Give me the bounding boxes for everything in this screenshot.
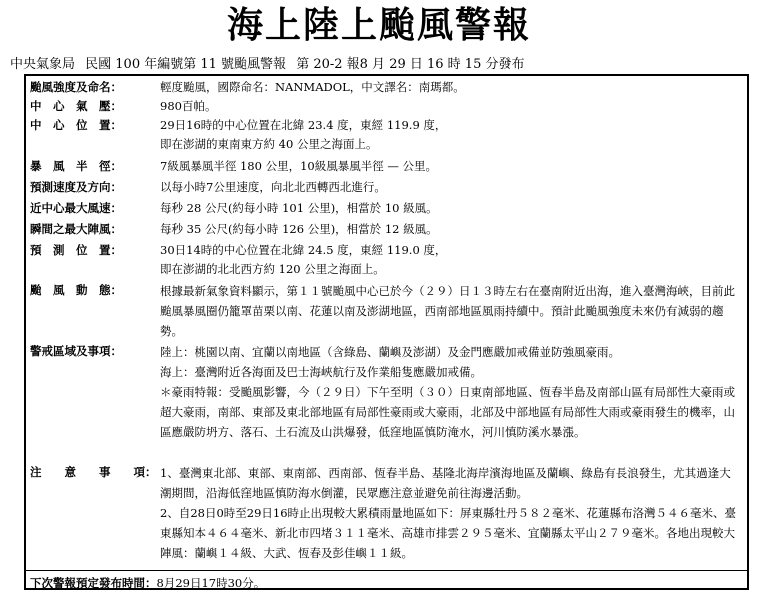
row-gust bbox=[30, 220, 438, 239]
row-pressure bbox=[30, 97, 216, 116]
row-label: 颱風強度及命名： bbox=[30, 80, 122, 94]
row-position bbox=[30, 116, 446, 135]
row-motion bbox=[30, 178, 386, 197]
next-issue-time: 8月29日17時30分。 bbox=[156, 576, 266, 590]
row-label: 近中心最大風速： bbox=[30, 201, 122, 215]
row-label: 警戒區域及事項： bbox=[30, 344, 122, 358]
note-1: 1、臺灣東北部、東部、東南部、西南部、恆春半島、基隆北海岸濱海地區及蘭嶼、綠島有長浪發生，尤其過逢大潮期間，沿海低窪地區慎防海水倒灌，民眾應注意並避免前往海邊活動。 bbox=[160, 466, 731, 500]
row-warning-label bbox=[30, 342, 160, 361]
row-value: 30日14時的中心位置在北緯 24.5 度，東經 119.0 度， bbox=[160, 243, 447, 257]
footer-divider bbox=[24, 570, 749, 571]
row-label: 注 意 事 項： bbox=[30, 465, 157, 479]
trend-text: 根據最新氣象資料顯示，第１１號颱風中心已於今（２９）日１３時左右在臺南附近出海，進入臺灣海峽，目前此颱風暴風圈仍籠罩苗栗以南、花蓮以南及澎湖地區，西南部地區風雨持續中。預計此颱風強度未來仍有減弱的趨勢。 bbox=[160, 284, 735, 338]
next-issue-label: 下次警報預定發布時間： bbox=[30, 576, 157, 590]
report-number: 民國 100 年編號第 11 號颱風警報 bbox=[85, 57, 287, 72]
row-value: 7級風暴風半徑 180 公里，10級風暴風半徑 — 公里。 bbox=[160, 159, 438, 173]
row-value: 輕度颱風，國際命名：NANMADOL，中文譯名：南瑪都。 bbox=[160, 80, 465, 94]
position-continuation: 即在澎湖的東南東方約 40 公里之海面上。 bbox=[160, 137, 378, 151]
row-max-wind bbox=[30, 199, 438, 218]
forecast-continuation: 即在澎湖的北北西方約 120 公里之海面上。 bbox=[160, 262, 385, 276]
row-label: 瞬間之最大陣風： bbox=[30, 222, 122, 236]
note-2: 2、自28日0時至29日16時止出現較大累積雨量地區如下：屏東縣牡丹５８２毫米、花蓮縣布洛灣５４６毫米、臺東縣知本４６４毫米、新北市四堵３１１毫米、高雄市排雲２９５毫米、宜蘭縣太平山２７９毫米。各地出現較大陣風：蘭嶼１４級、大武、恆春及彭佳嶼１１級。 bbox=[160, 506, 737, 560]
row-label: 預測速度及方向： bbox=[30, 180, 122, 194]
row-value: 29日16時的中心位置在北緯 23.4 度，東經 119.9 度， bbox=[160, 118, 447, 132]
row-value: 每秒 35 公尺(約每小時 126 公里)，相當於 12 級風。 bbox=[160, 222, 438, 236]
warning-sea: 海上：臺灣附近各海面及巴士海峽航行及作業船隻應嚴加戒備。 bbox=[160, 365, 482, 379]
heavy-rain-warning: ＊豪雨特報：受颱風影響，今（２９日）下午至明（３０）日東南部地區、恆春半島及南部山區有局部性大豪雨或超大豪雨，南部、東部及東北部地區有局部性豪雨或大豪雨，北部及中部地區有局部性大雨或豪雨發生的機率，山區應嚴防坍方、落石、土石流及山洪爆發，低窪地區慎防淹水，河川慎防溪水暴漲。 bbox=[160, 385, 735, 439]
row-label: 中 心 氣 壓： bbox=[30, 99, 122, 113]
row-label: 暴 風 半 徑： bbox=[30, 159, 122, 173]
row-radius bbox=[30, 157, 437, 176]
row-value: 以每小時7公里速度，向北北西轉西北進行。 bbox=[160, 180, 386, 194]
next-issue-row bbox=[30, 574, 265, 593]
row-notes-label bbox=[30, 463, 160, 482]
row-value: 每秒 28 公尺(約每小時 101 公里)，相當於 10 級風。 bbox=[160, 201, 438, 215]
row-forecast bbox=[30, 241, 446, 260]
warning-land: 陸上：桃園以南、宜蘭以南地區（含綠島、蘭嶼及澎湖）及金門應嚴加戒備並防強風豪雨。 bbox=[160, 345, 620, 359]
row-label: 中 心 位 置： bbox=[30, 118, 122, 132]
issue-info: 第 20-2 報8 月 29 日 16 時 15 分發布 bbox=[296, 57, 525, 72]
report-header bbox=[10, 56, 750, 74]
row-intensity bbox=[30, 78, 465, 97]
page-title: 海上陸上颱風警報 bbox=[226, 5, 531, 46]
agency: 中央氣象局 bbox=[10, 57, 76, 72]
row-label: 預 測 位 置： bbox=[30, 243, 122, 257]
row-value: 980百帕。 bbox=[160, 99, 217, 113]
row-label: 颱 風 動 態： bbox=[30, 283, 122, 297]
row-trend-label bbox=[30, 281, 160, 300]
